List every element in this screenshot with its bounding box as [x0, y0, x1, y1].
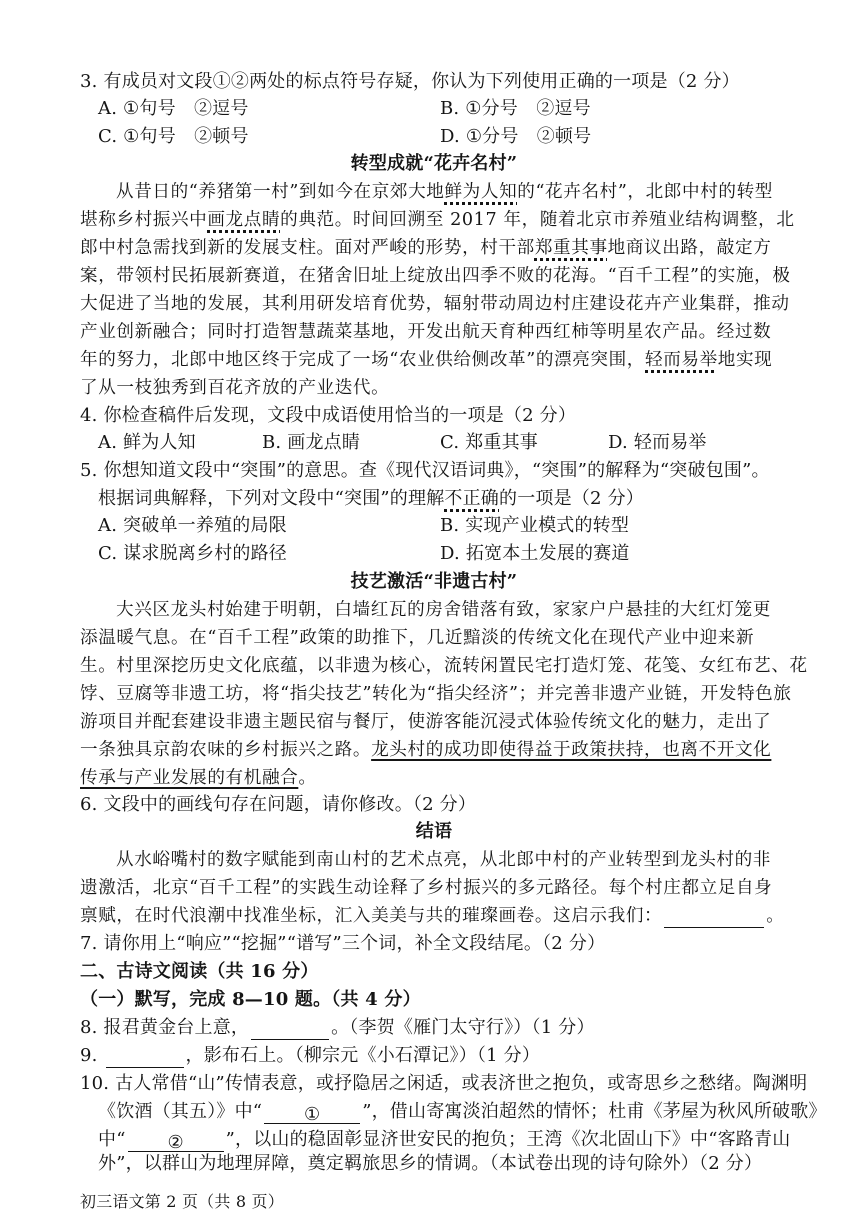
- part2-sub1: （一）默写，完成 8—10 题。（共 4 分）: [80, 989, 421, 1010]
- section2-line-5: 游项目并配套建设非遗主题民宿与餐厅，使游客能沉浸式体验传统文化的魅力，走出了: [80, 712, 772, 732]
- section3-heading: 结语: [415, 821, 453, 842]
- section1-line-7: 年的努力，北郎中地区终于完成了一场“农业供给侧改革”的漂亮突围，轻而易举地实现: [80, 350, 773, 370]
- q5-option-b: B. 实现产业模式的转型: [440, 515, 630, 536]
- section1-line-6: 产业创新融合；同时打造智慧蔬菜基地，开发出航天育种西红柿等明星农产品。经过数: [80, 322, 772, 342]
- section2-line-3: 生。村里深挖历史文化底蕴，以非遗为核心，流转闲置民宅打造灯笼、花笺、女红布艺、花: [80, 656, 808, 676]
- q3-stem: 3. 有成员对文段①②两处的标点符号存疑，你认为下列使用正确的一项是（2 分）: [80, 71, 740, 92]
- q10-blank-2: ②: [128, 1131, 224, 1152]
- section2-line-6: 一条独具京韵农味的乡村振兴之路。龙头村的成功即使得益于政策扶持，也离不开文化: [80, 740, 772, 760]
- idiom-qingeryiju: 轻而易举: [645, 350, 718, 370]
- section1-line-2: 堪称乡村振兴中画龙点睛的典范。时间回溯至 2017 年，随着北京市养殖业结构调整，北: [80, 210, 795, 230]
- q3-option-b: B. ①分号 ②逗号: [440, 98, 591, 119]
- idiom-xianweirenzhi: 鲜为人知: [444, 182, 518, 202]
- q9: 9. ，影布石上。（柳宗元《小石潭记》）（1 分）: [80, 1045, 541, 1066]
- q7-stem: 7. 请你用上“响应”“挖掘”“谱写”三个词，补全文段结尾。（2 分）: [80, 933, 606, 954]
- underlined-sentence-part-2: 传承与产业发展的有机融合: [80, 768, 299, 788]
- q3-option-a: A. ①句号 ②逗号: [98, 98, 249, 119]
- q6-stem: 6. 文段中的画线句存在问题，请你修改。（2 分）: [80, 794, 477, 815]
- section2-line-4: 饽、豆腐等非遗工坊，将“指尖技艺”转化为“指尖经济”；并完善非遗产业链，开发特色旅: [80, 684, 792, 704]
- section1-line-1: 从昔日的“养猪第一村”到如今在京郊大地鲜为人知的“花卉名村”，北郎中村的转型: [116, 182, 773, 202]
- q4-option-d: D. 轻而易举: [608, 432, 707, 453]
- q5-option-c: C. 谋求脱离乡村的路径: [98, 543, 287, 564]
- q10-line-1: 10. 古人常借“山”传情表意，或抒隐居之闲适，或表济世之抱负，或寄思乡之愁绪。陶渊明: [80, 1073, 808, 1094]
- emphasis-buzhengque: 不正确: [444, 488, 500, 509]
- q4-stem: 4. 你检查稿件后发现，文段中成语使用恰当的一项是（2 分）: [80, 405, 577, 426]
- q3-option-d: D. ①分号 ②顿号: [440, 126, 592, 147]
- section1-line-4: 案，带领村民拓展新赛道，在猪舍旧址上绽放出四季不败的花海。“百千工程”的实施，极: [80, 266, 791, 286]
- q4-option-b: B. 画龙点睛: [262, 432, 361, 453]
- q10-line-4: 外”，以群山为地理屏障，奠定羁旅思乡的情调。（本试卷出现的诗句除外）（2 分）: [98, 1153, 763, 1174]
- section3-line-3: 禀赋，在时代浪潮中找准坐标，汇入美美与共的璀璨画卷。这启示我们： 。: [80, 906, 785, 926]
- section2-line-1: 大兴区龙头村始建于明朝，白墙红瓦的房舍错落有致，家家户户悬挂的大红灯笼更: [116, 600, 771, 620]
- section1-line-5: 大促进了当地的发展，其利用研发培育优势，辐射带动周边村庄建设花卉产业集群，推动: [80, 294, 790, 314]
- q5-option-d: D. 拓宽本土发展的赛道: [440, 543, 630, 564]
- q10-line-2: 《饮酒（其五）》中“ ① ”，借山寄寓淡泊超然的情怀；杜甫《茅屋为秋风所破歌》: [98, 1101, 827, 1125]
- q10-blank-1: ①: [264, 1103, 360, 1124]
- answer-blank: [664, 907, 764, 928]
- q9-blank: [106, 1047, 184, 1068]
- section2-line-2: 添温暖气息。在“百千工程”政策的助推下，几近黯淡的传统文化在现代产业中迎来新: [80, 628, 755, 648]
- q4-option-c: C. 郑重其事: [440, 432, 538, 453]
- q5-stem-2: 根据词典解释，下列对文段中“突围”的理解不正确的一项是（2 分）: [98, 488, 644, 509]
- q3-option-c: C. ①句号 ②顿号: [98, 126, 249, 147]
- section3-line-1: 从水峪嘴村的数字赋能到南山村的艺术点亮，从北郎中村的产业转型到龙头村的非: [116, 850, 771, 870]
- q5-option-a: A. 突破单一养殖的局限: [98, 515, 287, 536]
- section1-line-3: 郎中村急需找到新的发展支柱。面对严峻的形势，村干部郑重其事地商议出路，敲定方: [80, 238, 772, 258]
- q8: 8. 报君黄金台上意， 。（李贺《雁门太守行》）（1 分）: [80, 1017, 595, 1038]
- q4-option-a: A. 鲜为人知: [98, 432, 196, 453]
- part2-title: 二、古诗文阅读（共 16 分）: [80, 961, 319, 982]
- section2-heading: 技艺激活“非遗古村”: [350, 571, 518, 592]
- section1-line-8: 了从一枝独秀到百花齐放的产业迭代。: [80, 378, 390, 398]
- underlined-sentence-part-1: 龙头村的成功即使得益于政策扶持，也离不开文化: [371, 740, 772, 760]
- page-footer: 初三语文第 2 页（共 8 页）: [80, 1192, 284, 1211]
- section2-line-7: 传承与产业发展的有机融合。: [80, 768, 317, 788]
- section3-line-2: 遗激活，北京“百千工程”的实践生动诠释了乡村振兴的多元路径。每个村庄都立足自身: [80, 878, 773, 898]
- q5-stem-1: 5. 你想知道文段中“突围”的意思。查《现代汉语词典》，“突围”的解释为“突破包围”。: [80, 460, 770, 481]
- idiom-hualongdianjing: 画龙点睛: [207, 210, 281, 230]
- q8-blank: [251, 1019, 329, 1040]
- section1-heading: 转型成就“花卉名村”: [350, 153, 518, 174]
- idiom-zhengzhongqishi: 郑重其事: [534, 238, 608, 258]
- q10-line-3: 中“ ② ”，以山的稳固彰显济世安民的抱负；王湾《次北固山下》中“客路青山: [98, 1129, 791, 1153]
